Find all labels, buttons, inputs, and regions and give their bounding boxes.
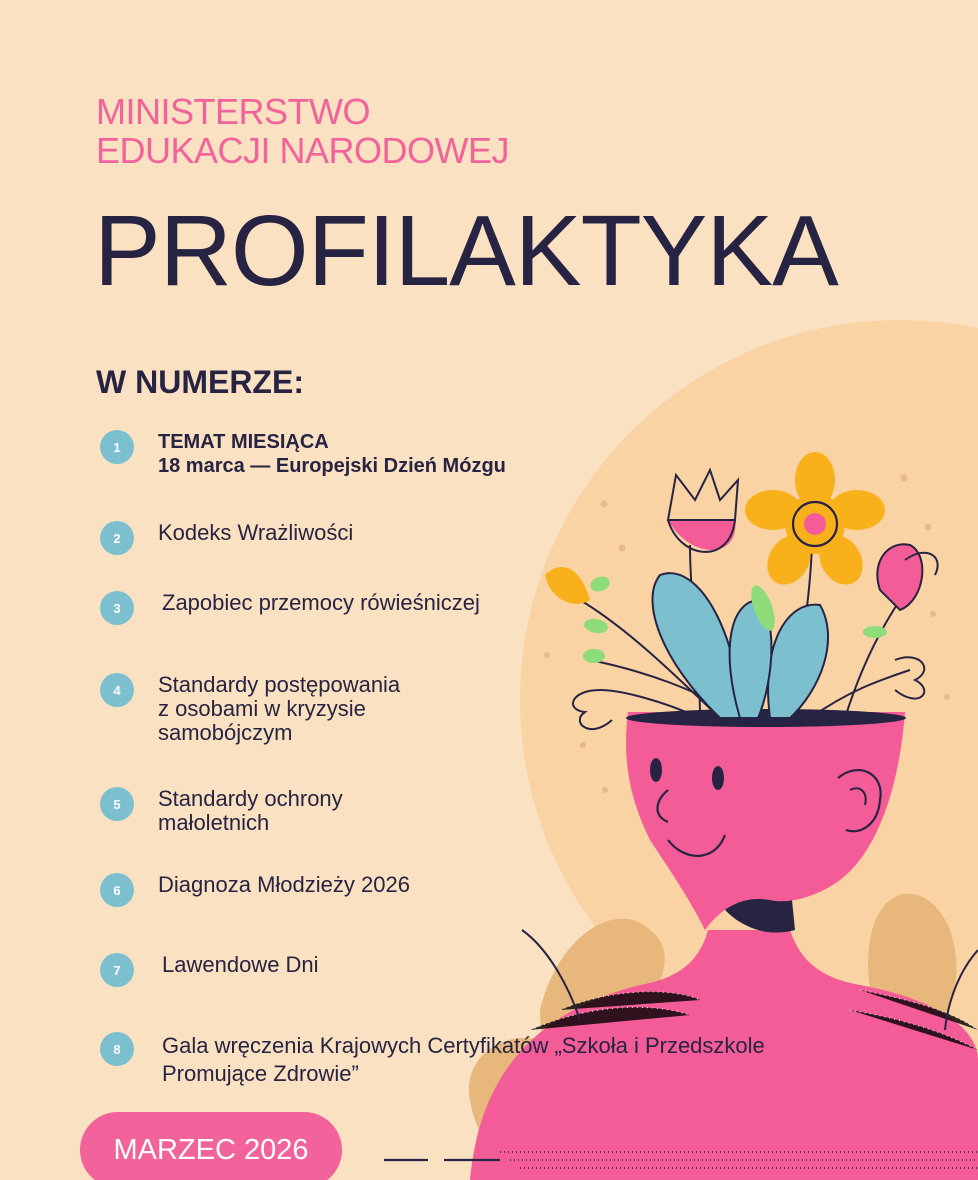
item-line: Standardy postępowania xyxy=(158,672,401,697)
right-eye xyxy=(712,766,724,790)
contents-item[interactable] xyxy=(100,953,319,987)
item-title xyxy=(162,591,480,615)
left-eye xyxy=(650,758,662,782)
item-line: 18 marca — Europejski Dzień Mózgu xyxy=(158,455,506,477)
head-opening xyxy=(626,709,906,727)
ministry-name xyxy=(96,92,509,170)
item-number-badge: 8 xyxy=(100,1032,134,1066)
item-line: Standardy ochrony xyxy=(158,786,343,811)
contents-heading: W NUMERZE: xyxy=(96,364,304,400)
contents-item[interactable] xyxy=(100,1032,765,1088)
contents-item[interactable] xyxy=(100,430,506,478)
item-title xyxy=(158,521,353,545)
item-line: Kodeks Wrażliwości xyxy=(158,520,354,545)
contents-item[interactable] xyxy=(100,787,343,835)
item-number-badge: 4 xyxy=(100,673,134,707)
item-line: samobójczym xyxy=(158,720,293,745)
item-line: Lawendowe Dni xyxy=(162,952,319,977)
item-number-badge: 7 xyxy=(100,953,134,987)
item-line: Diagnoza Młodzieży 2026 xyxy=(158,872,410,897)
item-number-badge: 2 xyxy=(100,521,134,555)
contents-item[interactable] xyxy=(100,873,410,907)
item-title xyxy=(162,1032,765,1088)
magazine-title: PROFILAKTYKA xyxy=(94,195,838,307)
contents-item[interactable] xyxy=(100,521,353,555)
contents-item[interactable] xyxy=(100,591,480,625)
item-number-badge: 1 xyxy=(100,430,134,464)
item-title xyxy=(158,873,410,897)
item-line: Promujące Zdrowie” xyxy=(162,1061,359,1086)
item-line: Gala wręczenia Krajowych Certyfikatów „Szkoła i Przedszkole xyxy=(162,1033,765,1058)
issue-date-badge: MARZEC 2026 xyxy=(80,1112,342,1180)
ministry-line-2: EDUKACJI NARODOWEJ xyxy=(96,130,510,171)
item-title xyxy=(162,953,319,977)
item-line: małoletnich xyxy=(158,810,270,835)
item-number-badge: 5 xyxy=(100,787,134,821)
item-number-badge: 6 xyxy=(100,873,134,907)
item-line: TEMAT MIESIĄCA xyxy=(158,431,329,453)
ministry-line-1: MINISTERSTWO xyxy=(96,91,370,132)
contents-item[interactable] xyxy=(100,673,400,745)
item-line: Zapobiec przemocy rówieśniczej xyxy=(162,590,480,615)
item-line: z osobami w kryzysie xyxy=(158,696,366,721)
item-title xyxy=(158,787,343,835)
item-title xyxy=(158,673,400,745)
item-number-badge: 3 xyxy=(100,591,134,625)
item-title xyxy=(158,430,506,478)
